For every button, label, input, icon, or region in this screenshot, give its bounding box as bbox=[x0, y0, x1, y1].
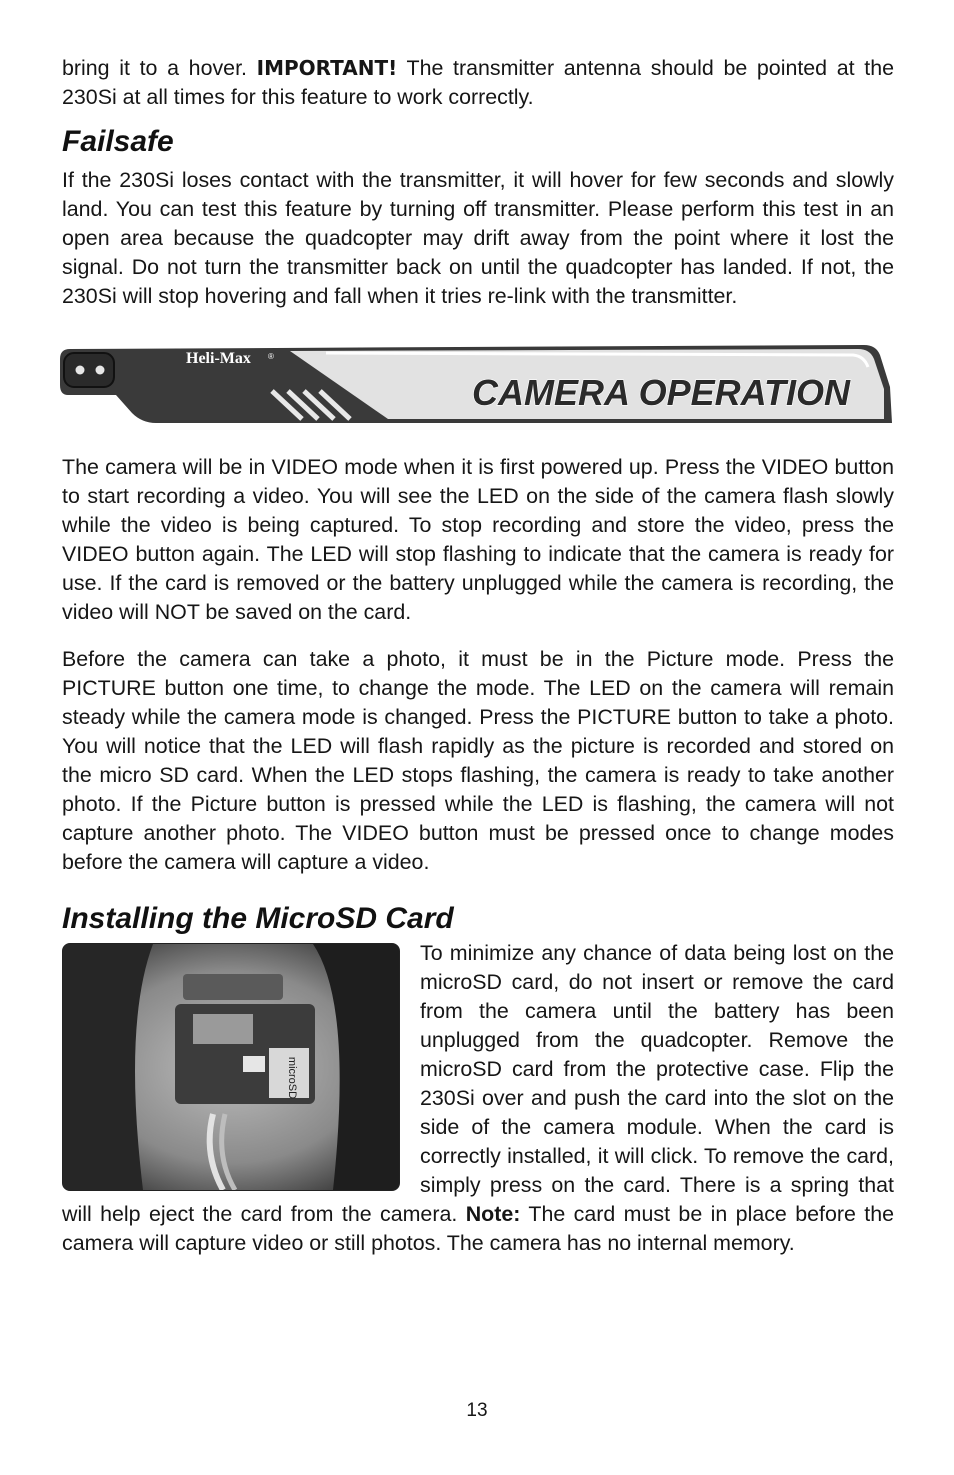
note-text: The card must be in place before the camera will capture video or still photos. The camera has no internal memory. bbox=[62, 1202, 895, 1255]
brand-logo: Heli-Max bbox=[186, 350, 251, 367]
mount-hole-icon bbox=[96, 366, 105, 375]
camera-paragraph-picture: Before the camera can take a photo, it must be in the Picture mode. Press the PICTURE button one time, to change the mode. The LED on the camera will remain steady while the camera mode is changed. Press the PICTURE button to take a photo. You will notice that the LED will flash rapidly as the picture is recorded and stored on the micro SD card. When the LED stops flashing, the camera is ready to take another photo. If the Picture button is pressed while the LED is flashing, the camera will not capture another photo. The VIDEO button must be pressed once to change modes before the camera will capture a video. bbox=[62, 647, 894, 874]
camera-operation-banner bbox=[58, 341, 892, 427]
intro-text-before: bring it to a hover. bbox=[62, 56, 257, 80]
failsafe-heading: Failsafe bbox=[62, 125, 174, 158]
microsd-body-text: To minimize any chance of data being lost on the microSD card, do not insert or remove the card from the camera until the battery has been unplugged from the quadcopter. Remove the microSD card from the protective case. Flip the 230Si over and push the card into the slot on the side of the camera module. When the card is correctly installed, it will click. To remove the card, simply press on the card. There is a spring that will help eject the card from the camera. bbox=[62, 941, 894, 1226]
intro-paragraph bbox=[62, 54, 894, 112]
intro-text-after: The transmitter antenna should be pointed at the 230Si at all times for this feature to work correctly. bbox=[62, 56, 895, 109]
microsd-photo bbox=[62, 943, 400, 1191]
rotor-blade-graphic bbox=[58, 341, 892, 427]
brand-registered-mark: ® bbox=[268, 352, 274, 361]
important-label: IMPORTANT! bbox=[256, 56, 398, 80]
camera-module-image bbox=[63, 944, 399, 1190]
microsd-card-label: microSD bbox=[286, 1056, 298, 1100]
page-number: 13 bbox=[466, 1400, 488, 1421]
failsafe-paragraph: If the 230Si loses contact with the transmitter, it will hover for few seconds and slowly land. You can test this feature by turning off transmitter. Please perform this test in an open area because the quadcopter may drift away from the point where it lost the signal. Do not turn the transmitter back on until the quadcopter has landed. If not, the 230Si will stop hovering and fall when it tries re-link with the transmitter. bbox=[62, 168, 894, 308]
microsd-section bbox=[62, 939, 894, 1258]
microsd-heading: Installing the MicroSD Card bbox=[62, 902, 454, 935]
banner-title: CAMERA OPERATION bbox=[472, 372, 850, 413]
note-label: Note: bbox=[465, 1202, 521, 1226]
manual-page bbox=[62, 54, 894, 1258]
camera-paragraph-video: The camera will be in VIDEO mode when it is first powered up. Press the VIDEO button to start recording a video. You will see the LED on the side of the camera flash slowly while the video is being captured. To stop recording and store the video, press the VIDEO button again. The LED will stop flashing to indicate that the camera is ready for use. If the card is removed or the battery unplugged while the camera is recording, the video will NOT be saved on the card. bbox=[62, 455, 894, 624]
mount-hole-icon bbox=[76, 366, 85, 375]
